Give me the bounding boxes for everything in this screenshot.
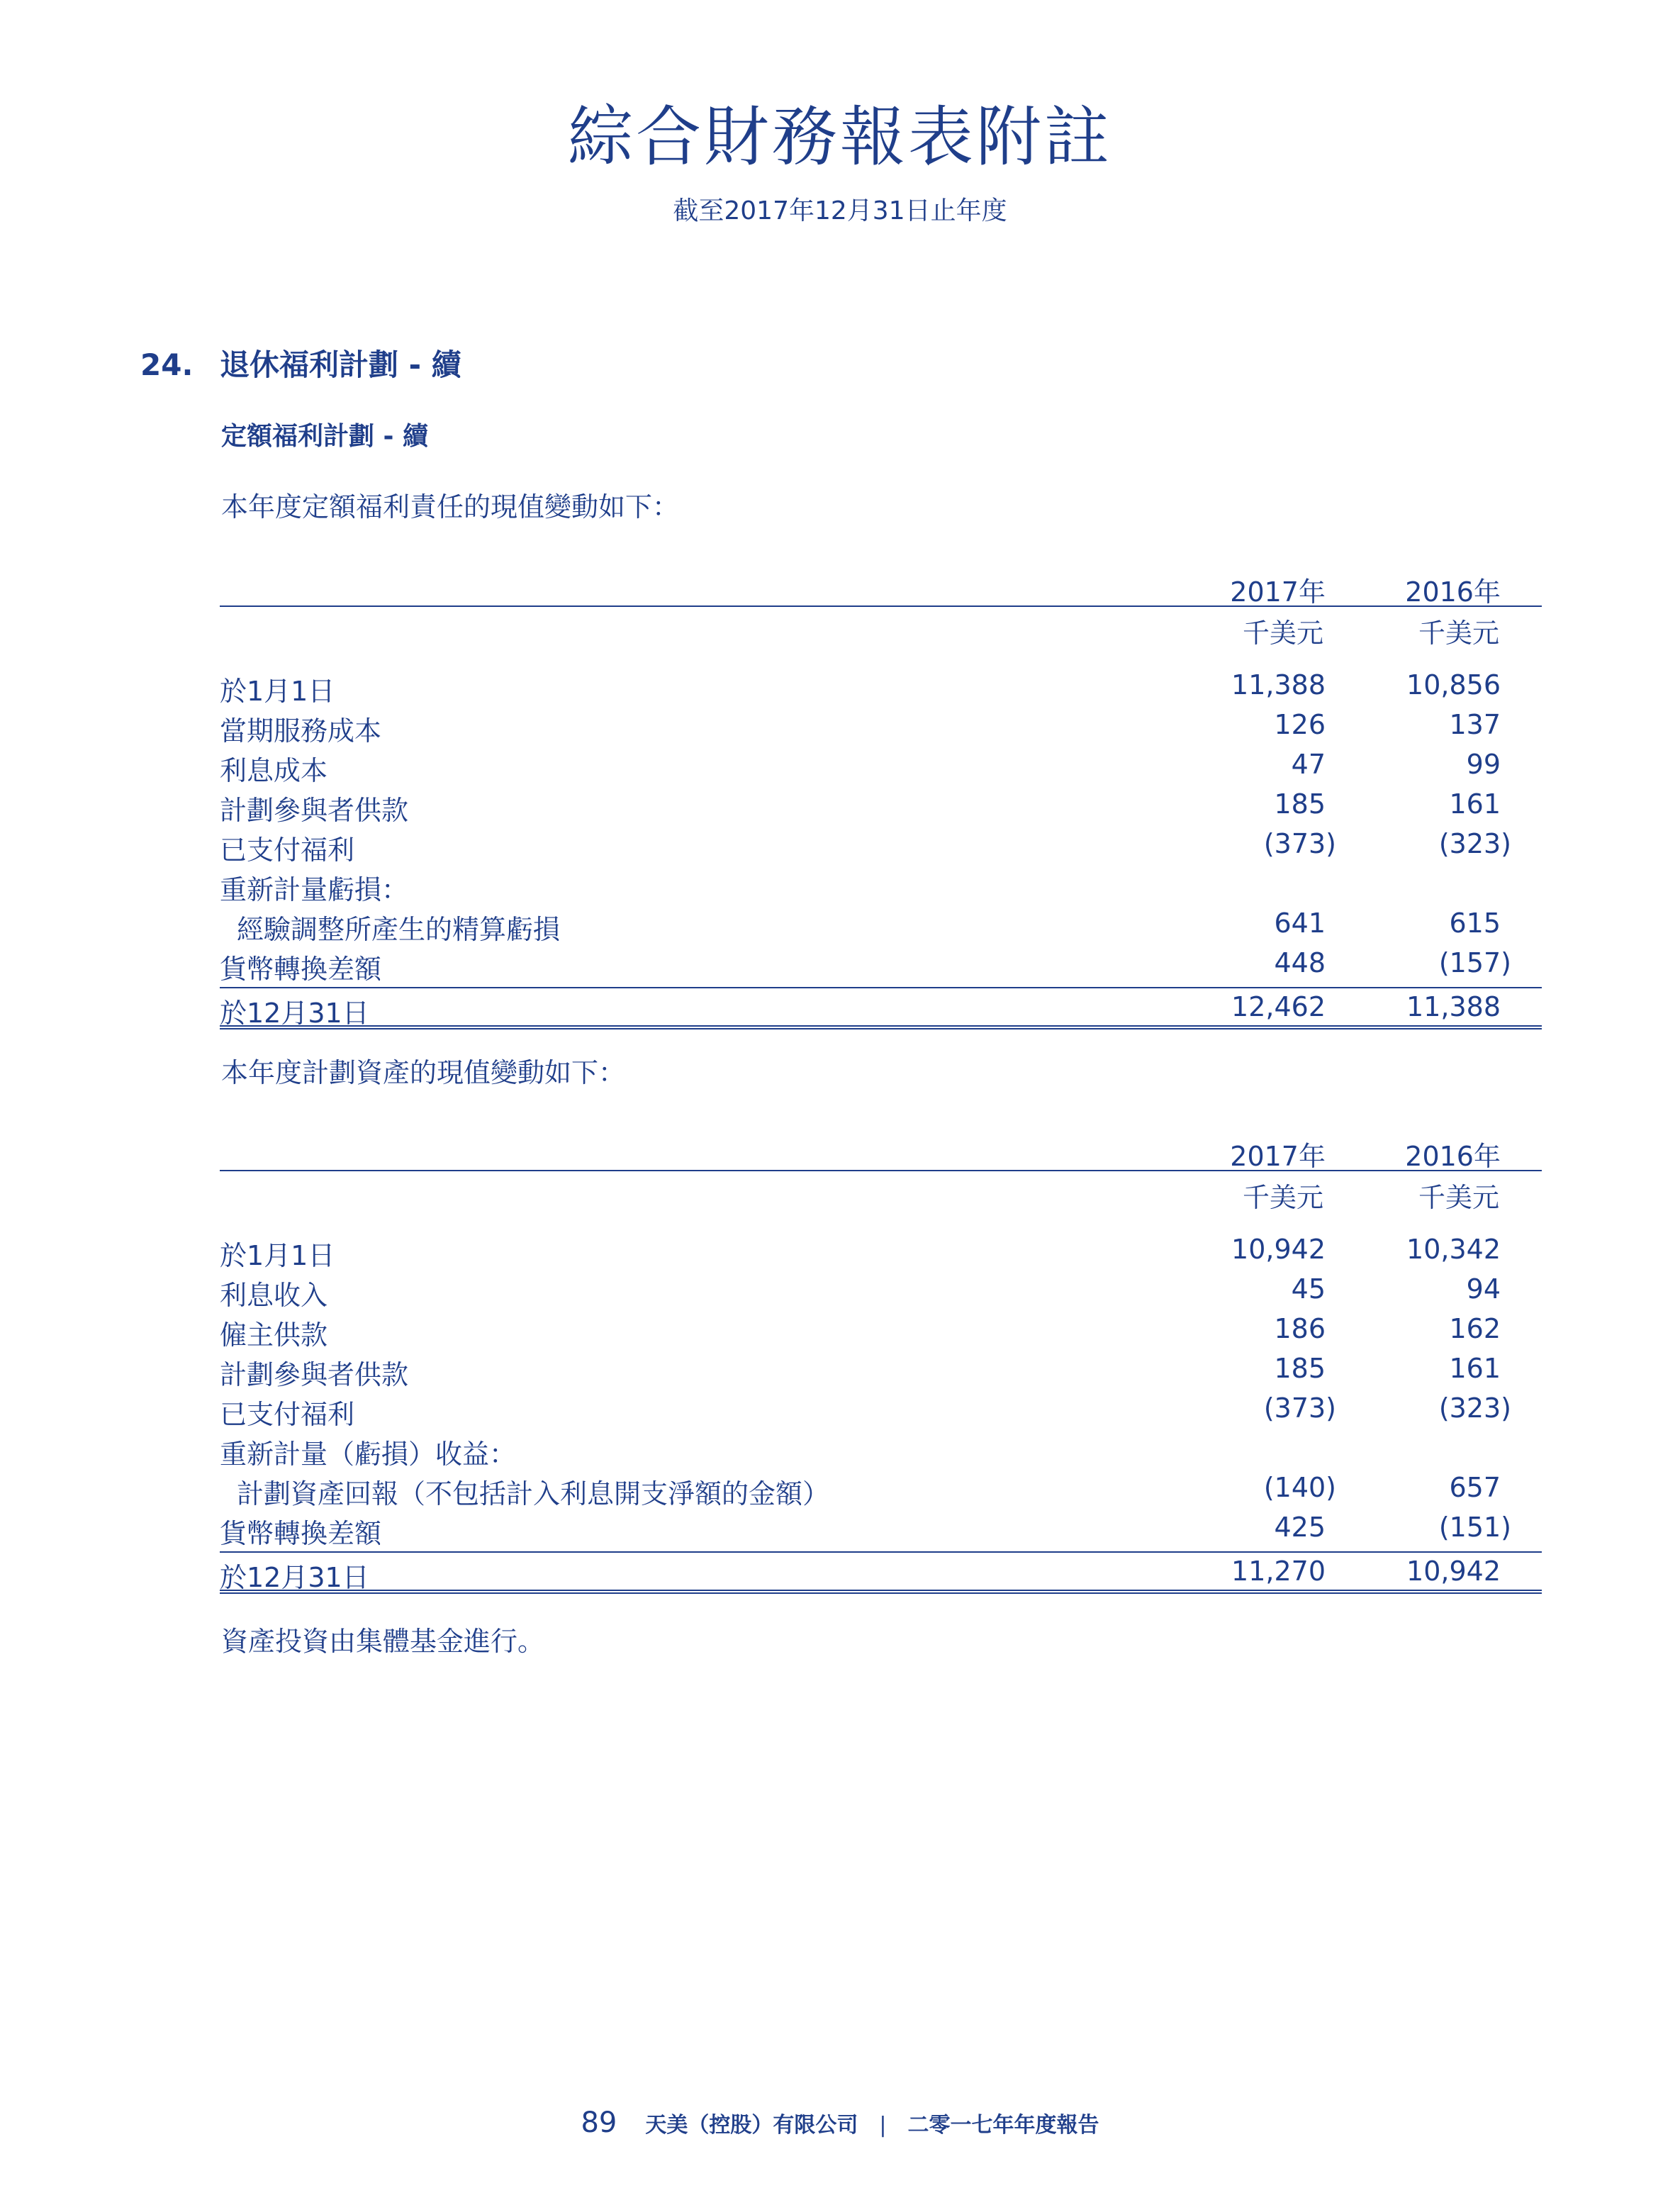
row-label: 貨幣轉換差額 xyxy=(220,954,382,985)
total-label: 於12月31日 xyxy=(220,998,369,1029)
row-label: 當期服務成本 xyxy=(220,715,382,747)
value-2017: (373) xyxy=(1263,828,1336,859)
value-2017: (140) xyxy=(1263,1472,1336,1503)
value-2016: (323) xyxy=(1438,1392,1511,1424)
table-row xyxy=(220,1432,1542,1472)
value-2016: 99 xyxy=(1466,749,1501,780)
total-2017: 11,270 xyxy=(1231,1556,1326,1587)
row-label: 利息成本 xyxy=(220,755,328,786)
value-2016: 161 xyxy=(1449,1353,1501,1384)
section-subtitle: 定額福利計劃 - 續 xyxy=(221,422,429,451)
row-label: 重新計量（虧損）收益： xyxy=(220,1439,517,1470)
value-2017: 185 xyxy=(1274,788,1326,820)
value-2017: 425 xyxy=(1274,1512,1326,1543)
total-row xyxy=(220,1551,1542,1594)
table-row xyxy=(220,828,1542,868)
obligation-table xyxy=(220,570,1542,1029)
table2-unit-header xyxy=(220,1170,1542,1234)
row-label: 計劃參與者供款 xyxy=(220,1359,409,1390)
value-2016: 137 xyxy=(1449,709,1501,740)
value-2017: 185 xyxy=(1274,1353,1326,1384)
value-2017: 186 xyxy=(1274,1313,1326,1344)
table2-year-2016: 2016年 xyxy=(1405,1141,1501,1172)
table-row xyxy=(220,1273,1542,1313)
table1-intro: 本年度定額福利責任的現值變動如下： xyxy=(221,491,680,523)
row-label: 經驗調整所產生的精算虧損 xyxy=(237,914,561,945)
footer-report: 二零一七年年度報告 xyxy=(907,2113,1099,2138)
page-number: 89 xyxy=(581,2106,617,2139)
section-number: 24. xyxy=(140,347,194,382)
table2-unit-2016: 千美元 xyxy=(1418,1182,1499,1213)
total-label: 於12月31日 xyxy=(220,1562,369,1593)
value-2016: 94 xyxy=(1466,1273,1501,1305)
table-row xyxy=(220,669,1542,709)
table-row xyxy=(220,947,1542,987)
table-row xyxy=(220,1392,1542,1432)
total-row xyxy=(220,987,1542,1029)
closing-note: 資產投資由集體基金進行。 xyxy=(221,1626,545,1657)
row-label: 已支付福利 xyxy=(220,1399,355,1430)
table-row xyxy=(220,788,1542,828)
row-label: 計劃資產回報（不包括計入利息開支淨額的金額） xyxy=(237,1478,830,1509)
row-label: 計劃參與者供款 xyxy=(220,795,409,826)
value-2016: (157) xyxy=(1438,947,1511,978)
value-2017: (373) xyxy=(1263,1392,1336,1424)
table1-unit-2016: 千美元 xyxy=(1418,618,1499,649)
table1-year-header xyxy=(220,570,1542,608)
table2-year-2017: 2017年 xyxy=(1230,1141,1326,1172)
value-2016: (151) xyxy=(1438,1512,1511,1543)
table2-intro: 本年度計劃資產的現值變動如下： xyxy=(221,1057,626,1088)
value-2017: 126 xyxy=(1274,709,1326,740)
table-row xyxy=(220,1353,1542,1392)
row-label: 於1月1日 xyxy=(220,1240,335,1271)
value-2016: 615 xyxy=(1449,908,1501,939)
table-row xyxy=(220,1472,1542,1512)
page-title: 綜合財務報表附註 xyxy=(567,99,1112,175)
plan-assets-table xyxy=(220,1134,1542,1594)
value-2016: 10,342 xyxy=(1406,1234,1501,1265)
footer-company: 天美（控股）有限公司 xyxy=(645,2113,858,2138)
footer-separator: | xyxy=(879,2113,887,2138)
value-2017: 10,942 xyxy=(1231,1234,1326,1265)
value-2017: 47 xyxy=(1291,749,1326,780)
row-label: 貨幣轉換差額 xyxy=(220,1518,382,1549)
table-row xyxy=(220,868,1542,908)
table-row xyxy=(220,1313,1542,1353)
value-2016: 10,856 xyxy=(1406,669,1501,701)
total-2017: 12,462 xyxy=(1231,991,1326,1022)
value-2017: 45 xyxy=(1291,1273,1326,1305)
value-2016: 161 xyxy=(1449,788,1501,820)
table1-year-2016: 2016年 xyxy=(1405,576,1501,608)
value-2016: 162 xyxy=(1449,1313,1501,1344)
value-2016: (323) xyxy=(1438,828,1511,859)
table-row xyxy=(220,749,1542,788)
row-label: 利息收入 xyxy=(220,1280,328,1311)
table-row xyxy=(220,709,1542,749)
table1-year-2017: 2017年 xyxy=(1230,576,1326,608)
table-row xyxy=(220,908,1542,947)
page-footer xyxy=(0,2106,1680,2139)
total-2016: 11,388 xyxy=(1406,991,1501,1022)
row-label: 已支付福利 xyxy=(220,835,355,866)
section-heading xyxy=(140,347,461,382)
row-label: 重新計量虧損： xyxy=(220,874,409,905)
section-title: 退休福利計劃 - 續 xyxy=(220,347,461,382)
value-2017: 448 xyxy=(1274,947,1326,978)
value-2017: 11,388 xyxy=(1231,669,1326,701)
table2-unit-2017: 千美元 xyxy=(1242,1182,1323,1213)
total-2016: 10,942 xyxy=(1406,1556,1501,1587)
value-2016: 657 xyxy=(1449,1472,1501,1503)
table1-unit-header xyxy=(220,605,1542,669)
table-row xyxy=(220,1512,1542,1551)
value-2017: 641 xyxy=(1274,908,1326,939)
table2-year-header xyxy=(220,1134,1542,1170)
row-label: 僱主供款 xyxy=(220,1319,328,1351)
table1-unit-2017: 千美元 xyxy=(1242,618,1323,649)
row-label: 於1月1日 xyxy=(220,676,335,707)
table-row xyxy=(220,1234,1542,1273)
page-subtitle: 截至2017年12月31日止年度 xyxy=(673,196,1007,225)
